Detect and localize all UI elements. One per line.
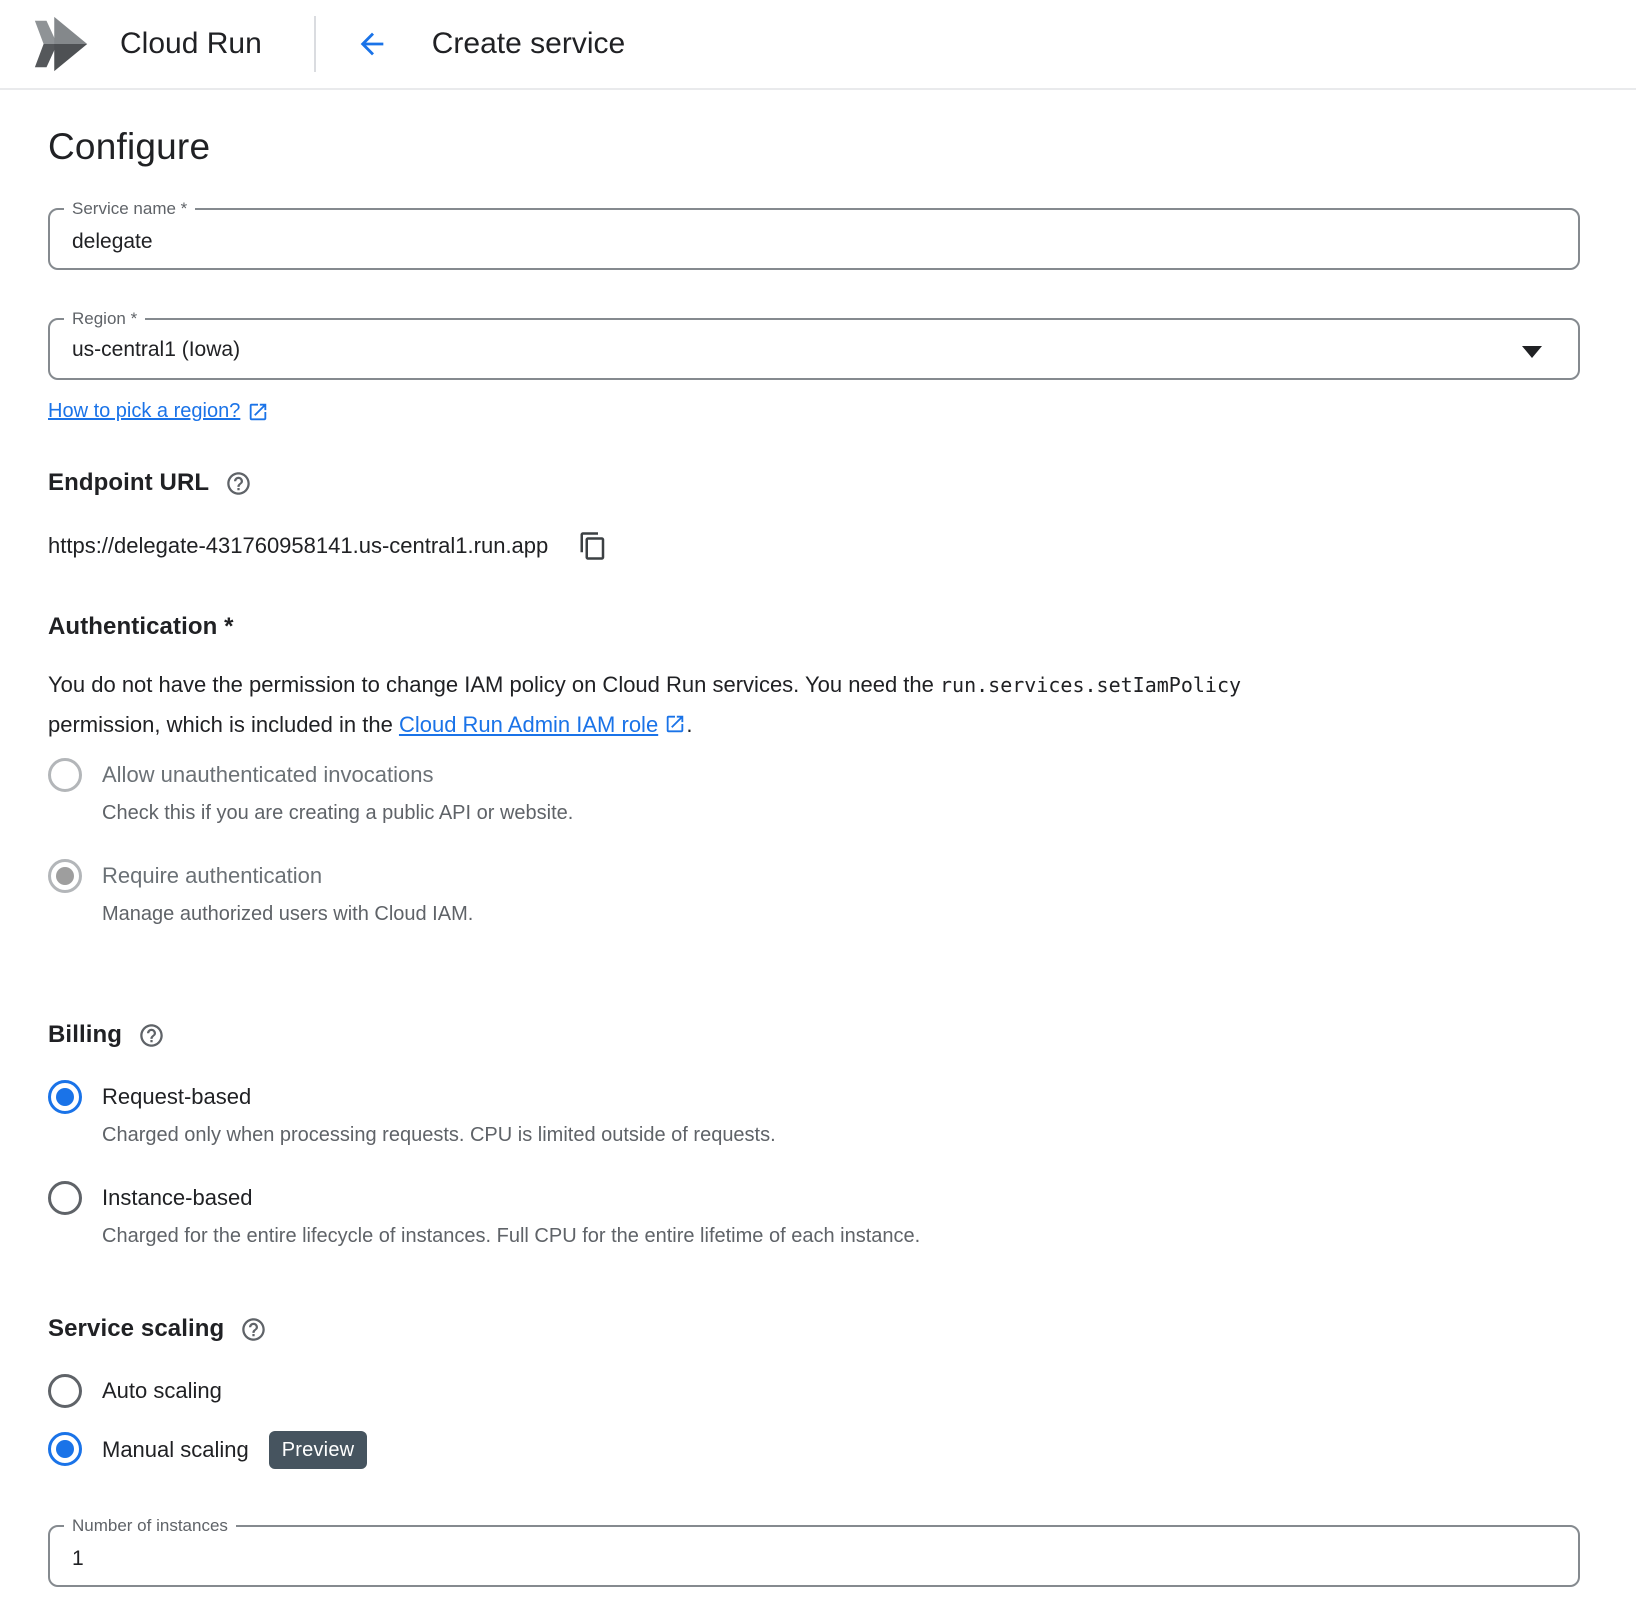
radio-manual-scaling[interactable] xyxy=(48,1432,82,1466)
back-arrow-icon[interactable] xyxy=(354,26,390,62)
radio-instance-based[interactable] xyxy=(48,1181,82,1215)
configure-heading: Configure xyxy=(48,126,211,167)
service-name-field[interactable] xyxy=(48,199,1580,270)
billing-option-instance-based: Instance-based Charged for the entire lifecycle of instances. Full CPU for the entire lifetime of each instance. xyxy=(48,1180,1580,1251)
authentication-section xyxy=(48,613,1580,641)
billing-help-icon[interactable] xyxy=(138,1022,165,1049)
number-of-instances-field[interactable] xyxy=(48,1516,1580,1587)
authentication-heading: Authentication * xyxy=(48,613,234,640)
app-title: Cloud Run xyxy=(120,27,262,60)
auth-option-allow-unauthenticated: Allow unauthenticated invocations Check this if you are creating a public API or website. xyxy=(48,757,1580,828)
radio-auto-scaling[interactable] xyxy=(48,1374,82,1408)
service-scaling-help-icon[interactable] xyxy=(240,1316,267,1343)
permission-code: run.services.setIamPolicy xyxy=(940,673,1242,697)
scaling-option-auto: Auto scaling xyxy=(48,1373,1580,1409)
billing-heading: Billing xyxy=(48,1021,123,1048)
dropdown-caret-icon xyxy=(1522,346,1542,358)
service-scaling-section xyxy=(48,1315,1580,1343)
billing-section xyxy=(48,1021,1580,1049)
create-service-form xyxy=(0,126,1636,1587)
radio-allow-unauthenticated[interactable] xyxy=(48,758,82,792)
auth-option-require-authentication: Require authentication Manage authorized users with Cloud IAM. xyxy=(48,858,1580,929)
endpoint-url-heading: Endpoint URL xyxy=(48,469,210,496)
billing-option-request-based: Request-based Charged only when processing requests. CPU is limited outside of requests. xyxy=(48,1079,1580,1150)
endpoint-url-section xyxy=(48,469,1580,497)
page-title: Create service xyxy=(431,27,626,60)
region-help-link[interactable]: How to pick a region? xyxy=(48,400,269,423)
header-divider xyxy=(314,16,316,72)
service-scaling-heading: Service scaling xyxy=(48,1315,225,1342)
app-header xyxy=(0,0,1636,90)
preview-badge: Preview xyxy=(269,1431,368,1469)
endpoint-url-value: https://delegate-431760958141.us-central1.run.app xyxy=(48,533,549,558)
scaling-option-manual: Manual scaling Preview xyxy=(48,1431,1580,1469)
cloud-run-logo-icon xyxy=(30,12,94,76)
endpoint-help-icon[interactable] xyxy=(225,470,252,497)
radio-require-authentication[interactable] xyxy=(48,859,82,893)
number-of-instances-input[interactable] xyxy=(50,1527,1578,1585)
service-name-label: Service name * xyxy=(64,198,195,220)
region-label: Region * xyxy=(64,308,145,330)
cloud-run-admin-role-link[interactable]: Cloud Run Admin IAM role xyxy=(398,712,659,737)
service-name-input[interactable] xyxy=(50,210,1578,268)
number-of-instances-label: Number of instances xyxy=(64,1515,236,1537)
external-link-icon xyxy=(664,713,686,735)
region-select[interactable] xyxy=(48,309,1580,380)
copy-icon[interactable] xyxy=(578,531,608,561)
radio-request-based[interactable] xyxy=(48,1080,82,1114)
external-link-icon xyxy=(247,401,269,423)
endpoint-url-row xyxy=(48,531,1580,561)
region-selected-value: us-central1 (Iowa) xyxy=(72,338,241,361)
authentication-permission-notice: You do not have the permission to change IAM policy on Cloud Run services. You need the run.services.setIamPolicy permission, which is included in the Cloud Run Admin IAM role . xyxy=(48,672,1242,737)
